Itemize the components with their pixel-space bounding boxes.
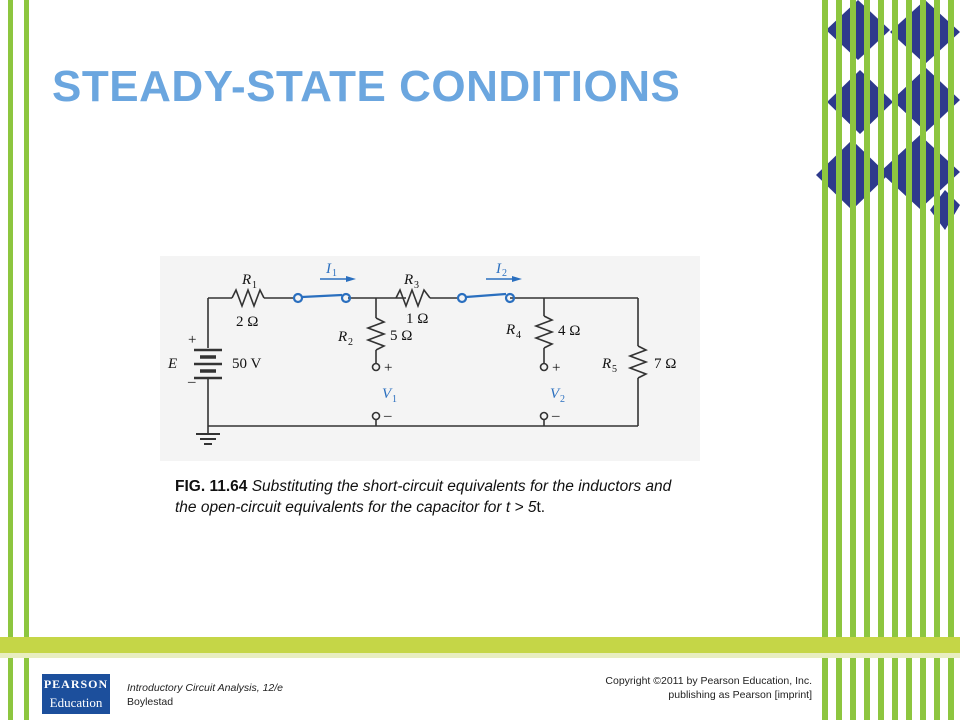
r3-label: R: [404, 272, 414, 288]
logo-line2: Education: [49, 695, 103, 710]
source-name: E: [168, 356, 178, 372]
logo-line1: PEARSON: [43, 677, 109, 691]
copyright-line1: Copyright ©2011 by Pearson Education, Inc.: [605, 675, 812, 687]
ground-symbol: [196, 434, 220, 444]
i2-sub: 2: [502, 268, 507, 279]
r5-sub: 5: [612, 364, 617, 375]
v1-plus: +: [384, 360, 393, 376]
footer-band: [0, 637, 960, 653]
r1-value: 2 Ω: [236, 314, 259, 330]
r5-resistor-symbol: [630, 346, 646, 378]
switch-1: [294, 294, 350, 302]
copyright-notice: [605, 674, 812, 702]
i1-label: I: [326, 261, 331, 277]
current-arrows: [320, 276, 522, 282]
r1-sub: 1: [252, 280, 257, 291]
v1-label: V: [382, 386, 392, 402]
r2-resistor-symbol: [368, 318, 384, 350]
r2-value: 5 Ω: [390, 328, 413, 344]
book-title: Introductory Circuit Analysis, 12/e: [127, 682, 284, 694]
slide-title: STEADY-STATE CONDITIONS: [52, 62, 681, 111]
r2-label: R: [338, 329, 348, 345]
caption-last-line: t > 5: [505, 499, 537, 516]
v1-minus: –: [384, 408, 392, 424]
i2-label: I: [496, 261, 501, 277]
v2-sub: 2: [560, 394, 565, 405]
switch-2: [458, 294, 514, 302]
i1-sub: 1: [332, 268, 337, 279]
r5-value: 7 Ω: [654, 356, 677, 372]
caption-text: Substituting the short-circuit equivalents for the inductors and the open-circuit equivalents for the capacitor for: [175, 478, 672, 516]
circuit-diagram: [160, 256, 700, 461]
source-plus: +: [188, 332, 197, 348]
r4-resistor-symbol: [536, 316, 552, 348]
battery-symbol: [194, 350, 222, 378]
v2-minus: –: [552, 408, 560, 424]
v1-sub: 1: [392, 394, 397, 405]
r2-sub: 2: [348, 337, 353, 348]
book-info: [127, 681, 283, 709]
source-minus: –: [188, 374, 196, 390]
r1-resistor-symbol: [232, 290, 264, 306]
r1-label: R: [242, 272, 252, 288]
v2-plus: +: [552, 360, 561, 376]
pearson-logo: [42, 674, 110, 714]
r5-label: R: [602, 356, 612, 372]
footer-band-light: [0, 653, 960, 658]
book-author: Boylestad: [127, 696, 174, 708]
vertical-stripes: [822, 0, 954, 720]
source-value: 50 V: [232, 356, 262, 372]
r4-value: 4 Ω: [558, 323, 581, 339]
r3-sub: 3: [414, 280, 419, 291]
figure-number: FIG. 11.64: [175, 478, 248, 495]
circuit-figure: [160, 256, 700, 461]
figure-caption: [175, 476, 695, 518]
r4-label: R: [506, 322, 516, 338]
r3-value: 1 Ω: [406, 311, 429, 327]
voltage-terminals: [373, 364, 548, 420]
v2-label: V: [550, 386, 560, 402]
caption-tau: t.: [536, 499, 546, 516]
copyright-line2: publishing as Pearson [imprint]: [668, 689, 812, 701]
r4-sub: 4: [516, 330, 521, 341]
